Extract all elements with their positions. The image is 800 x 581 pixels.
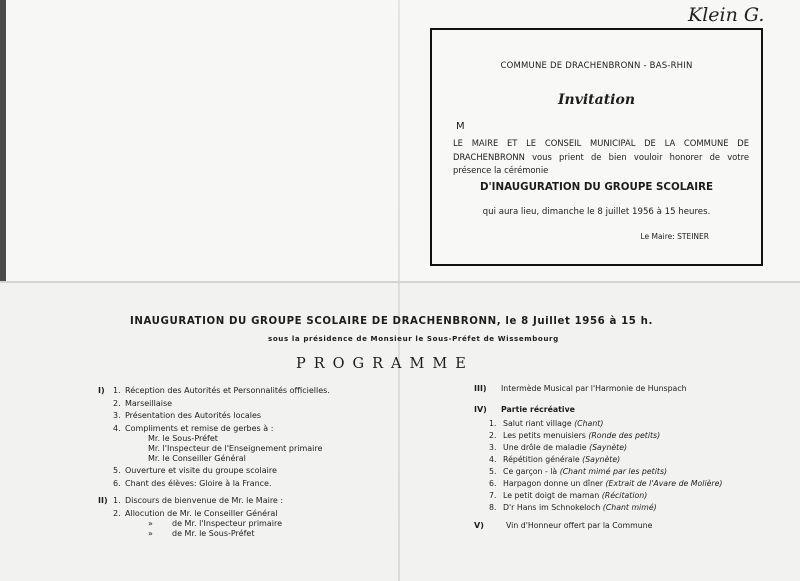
programme-subtitle: sous la présidence de Monsieur le Sous-Préfet de Wissembourg xyxy=(268,334,559,343)
list-item: 3. Une drôle de maladie (Saynète) xyxy=(489,443,628,452)
commune-header: COMMUNE DE DRACHENBRONN - BAS-RHIN xyxy=(500,61,693,71)
list-item: 1. Salut riant village (Chant) xyxy=(489,419,604,428)
scan-edge xyxy=(0,0,6,282)
list-item: 7. Le petit doigt de maman (Récitation) xyxy=(489,491,648,500)
handwritten-note: Klein G. xyxy=(688,4,765,26)
invitation-heading: Invitation xyxy=(557,92,636,108)
ditto-mark: » xyxy=(148,529,153,538)
invitation-card xyxy=(430,28,763,266)
programme-title: INAUGURATION DU GROUPE SCOLAIRE DE DRACHENBRONN, le 8 Juillet 1956 à 15 h. xyxy=(130,316,653,327)
list-item: 2. Allocution de Mr. le Conseiller Général xyxy=(113,509,278,518)
section-4-title: Partie récréative xyxy=(501,405,575,414)
section-label-5: V) xyxy=(474,521,484,530)
event-date: qui aura lieu, dimanche le 8 juillet 1956 à 15 heures. xyxy=(482,207,711,217)
list-item: 1. Discours de bienvenue de Mr. le Maire : xyxy=(113,496,284,505)
list-item: 5. Ce garçon - là (Chant mimé par les petits) xyxy=(489,467,668,476)
list-subitem: de Mr. le Sous-Préfet xyxy=(172,529,255,538)
list-item: 8. D'r Hans im Schnokeloch (Chant mimé) xyxy=(489,503,657,512)
mayor-signature: Le Maire: STEINER xyxy=(640,232,709,241)
list-item: 2. Les petits menuisiers (Ronde des petits) xyxy=(489,431,661,440)
list-subitem: Mr. l'Inspecteur de l'Enseignement primaire xyxy=(148,444,323,453)
section-label-2: II) xyxy=(98,496,108,505)
list-item: 6. Chant des élèves: Gloire à la France. xyxy=(113,479,272,488)
list-item: 4. Compliments et remise de gerbes à : xyxy=(113,424,274,433)
ditto-mark: » xyxy=(148,519,153,528)
section-label-3: III) xyxy=(474,384,487,393)
section-5-text: Vin d'Honneur offert par la Commune xyxy=(506,521,653,530)
list-subitem: Mr. le Conseiller Général xyxy=(148,454,246,463)
invitation-body: LE MAIRE ET LE CONSEIL MUNICIPAL DE LA COMMUNE DE DRACHENBRONN vous prient de bien vouloir honorer de votre présence la cérémonie xyxy=(453,138,749,175)
fold-line-vertical xyxy=(398,0,400,581)
fold-line-horizontal xyxy=(0,281,800,283)
list-item: 5. Ouverture et visite du groupe scolaire xyxy=(113,466,277,475)
salutation: M xyxy=(456,121,465,132)
list-item: 1. Réception des Autorités et Personnalités officielles. xyxy=(113,386,330,395)
list-subitem: Mr. le Sous-Préfet xyxy=(148,434,218,443)
section-label-4: IV) xyxy=(474,405,487,414)
section-label-1: I) xyxy=(98,386,105,395)
list-item: 4. Répétition générale (Saynète) xyxy=(489,455,621,464)
list-item: 6. Harpagon donne un dîner (Extrait de l'Avare de Molière) xyxy=(489,479,723,488)
section-3-text: Intermède Musical par l'Harmonie de Hunspach xyxy=(501,384,687,393)
event-title: D'INAUGURATION DU GROUPE SCOLAIRE xyxy=(479,181,714,193)
list-subitem: de Mr. l'Inspecteur primaire xyxy=(172,519,283,528)
programme-heading: PROGRAMME xyxy=(296,356,474,372)
list-item: 3. Présentation des Autorités locales xyxy=(113,411,262,420)
list-item: 2. Marseillaise xyxy=(113,399,173,408)
